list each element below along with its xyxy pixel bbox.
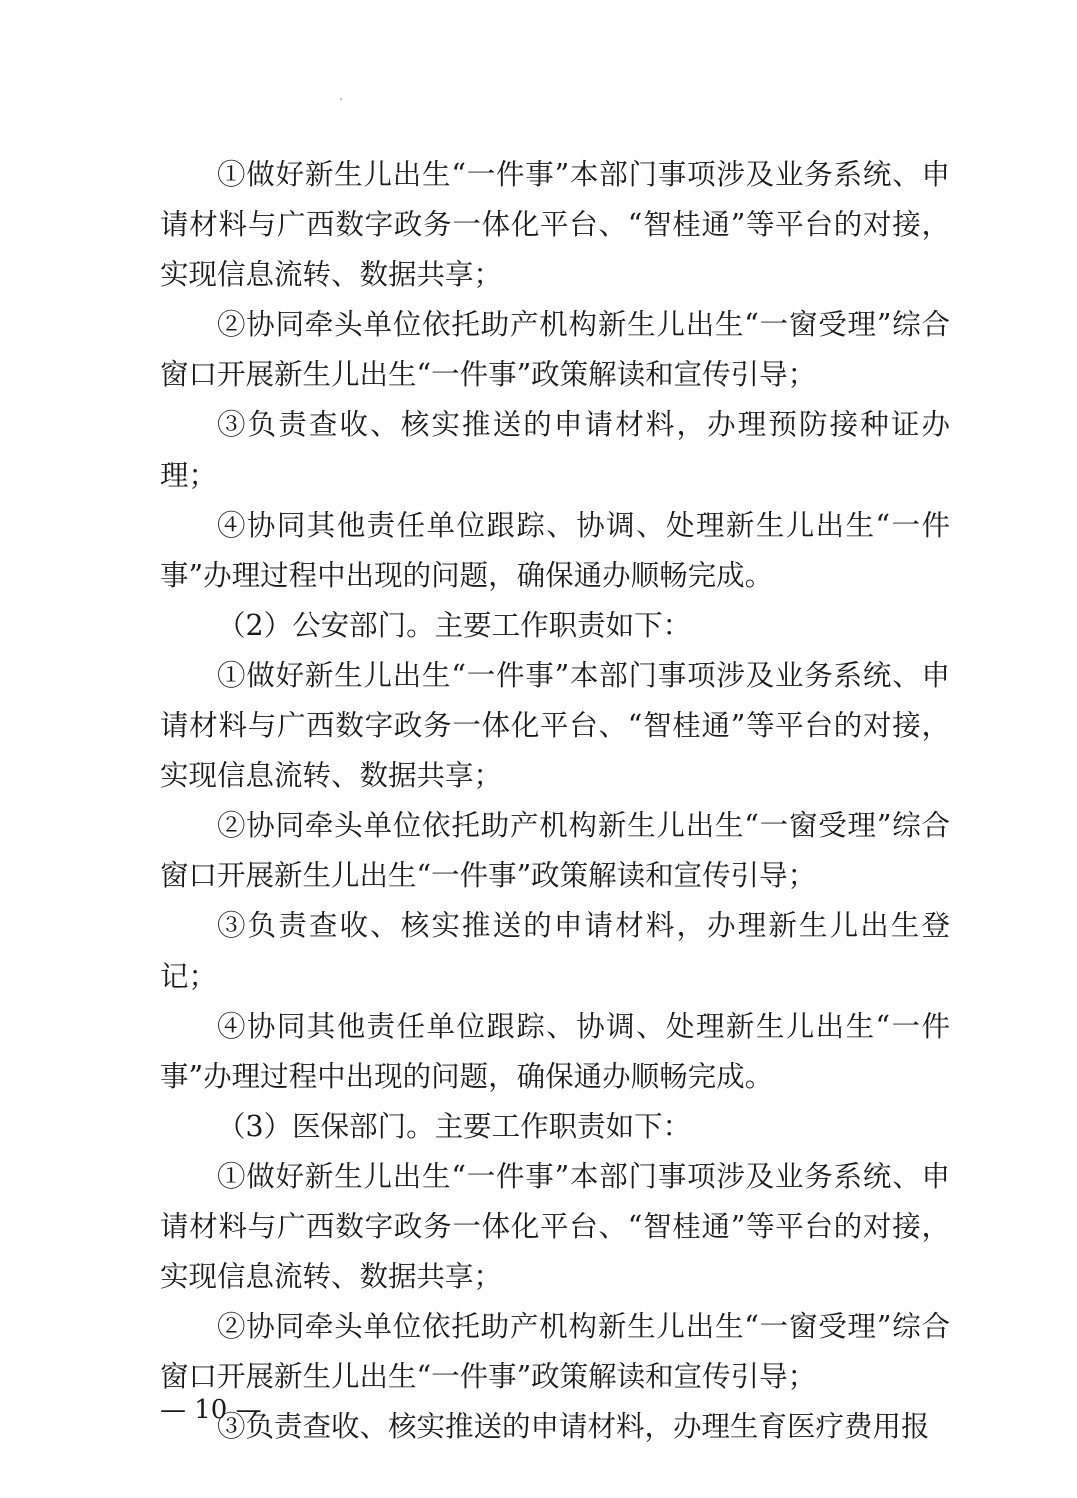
paragraph-police-3: ③负责查收、核实推送的申请材料，办理新生儿出生登记；: [160, 909, 950, 993]
paragraph-health-4: ④协同其他责任单位跟踪、协调、处理新生儿出生“一件事”办理过程中出现的问题，确保通办顺畅完成。: [160, 508, 950, 592]
scan-speck: [340, 98, 342, 100]
paragraph-police-1: ①做好新生儿出生“一件事”本部门事项涉及业务系统、申请材料与广西数字政务一体化平台、“智桂通”等平台的对接，实现信息流转、数据共享；: [160, 658, 950, 793]
page-number: — 10 —: [160, 1395, 262, 1425]
paragraph-police-4: ④协同其他责任单位跟踪、协调、处理新生儿出生“一件事”办理过程中出现的问题，确保通办顺畅完成。: [160, 1009, 950, 1093]
paragraph-health-1: ①做好新生儿出生“一件事”本部门事项涉及业务系统、申请材料与广西数字政务一体化平台、“智桂通”等平台的对接，实现信息流转、数据共享；: [160, 158, 950, 292]
paragraph-medical-1: ①做好新生儿出生“一件事”本部门事项涉及业务系统、申请材料与广西数字政务一体化平台、“智桂通”等平台的对接，实现信息流转、数据共享；: [160, 1159, 950, 1294]
body-text: [160, 150, 950, 1452]
paragraph-medical-2: ②协同牵头单位依托助产机构新生儿出生“一窗受理”综合窗口开展新生儿出生“一件事”政策解读和宣传引导；: [160, 1310, 950, 1394]
paragraph-police-2: ②协同牵头单位依托助产机构新生儿出生“一窗受理”综合窗口开展新生儿出生“一件事”政策解读和宣传引导；: [160, 809, 950, 893]
paragraph-medical-3: ③负责查收、核实推送的申请材料，办理生育医疗费用报: [217, 1410, 930, 1444]
section-heading-police: （2）公安部门。主要工作职责如下：: [217, 608, 692, 642]
paragraph-health-3: ③负责查收、核实推送的申请材料，办理预防接种证办理；: [160, 408, 950, 492]
paragraph-health-2: ②协同牵头单位依托助产机构新生儿出生“一窗受理”综合窗口开展新生儿出生“一件事”政策解读和宣传引导；: [160, 308, 950, 392]
section-heading-medical-insurance: （3）医保部门。主要工作职责如下：: [217, 1109, 692, 1143]
